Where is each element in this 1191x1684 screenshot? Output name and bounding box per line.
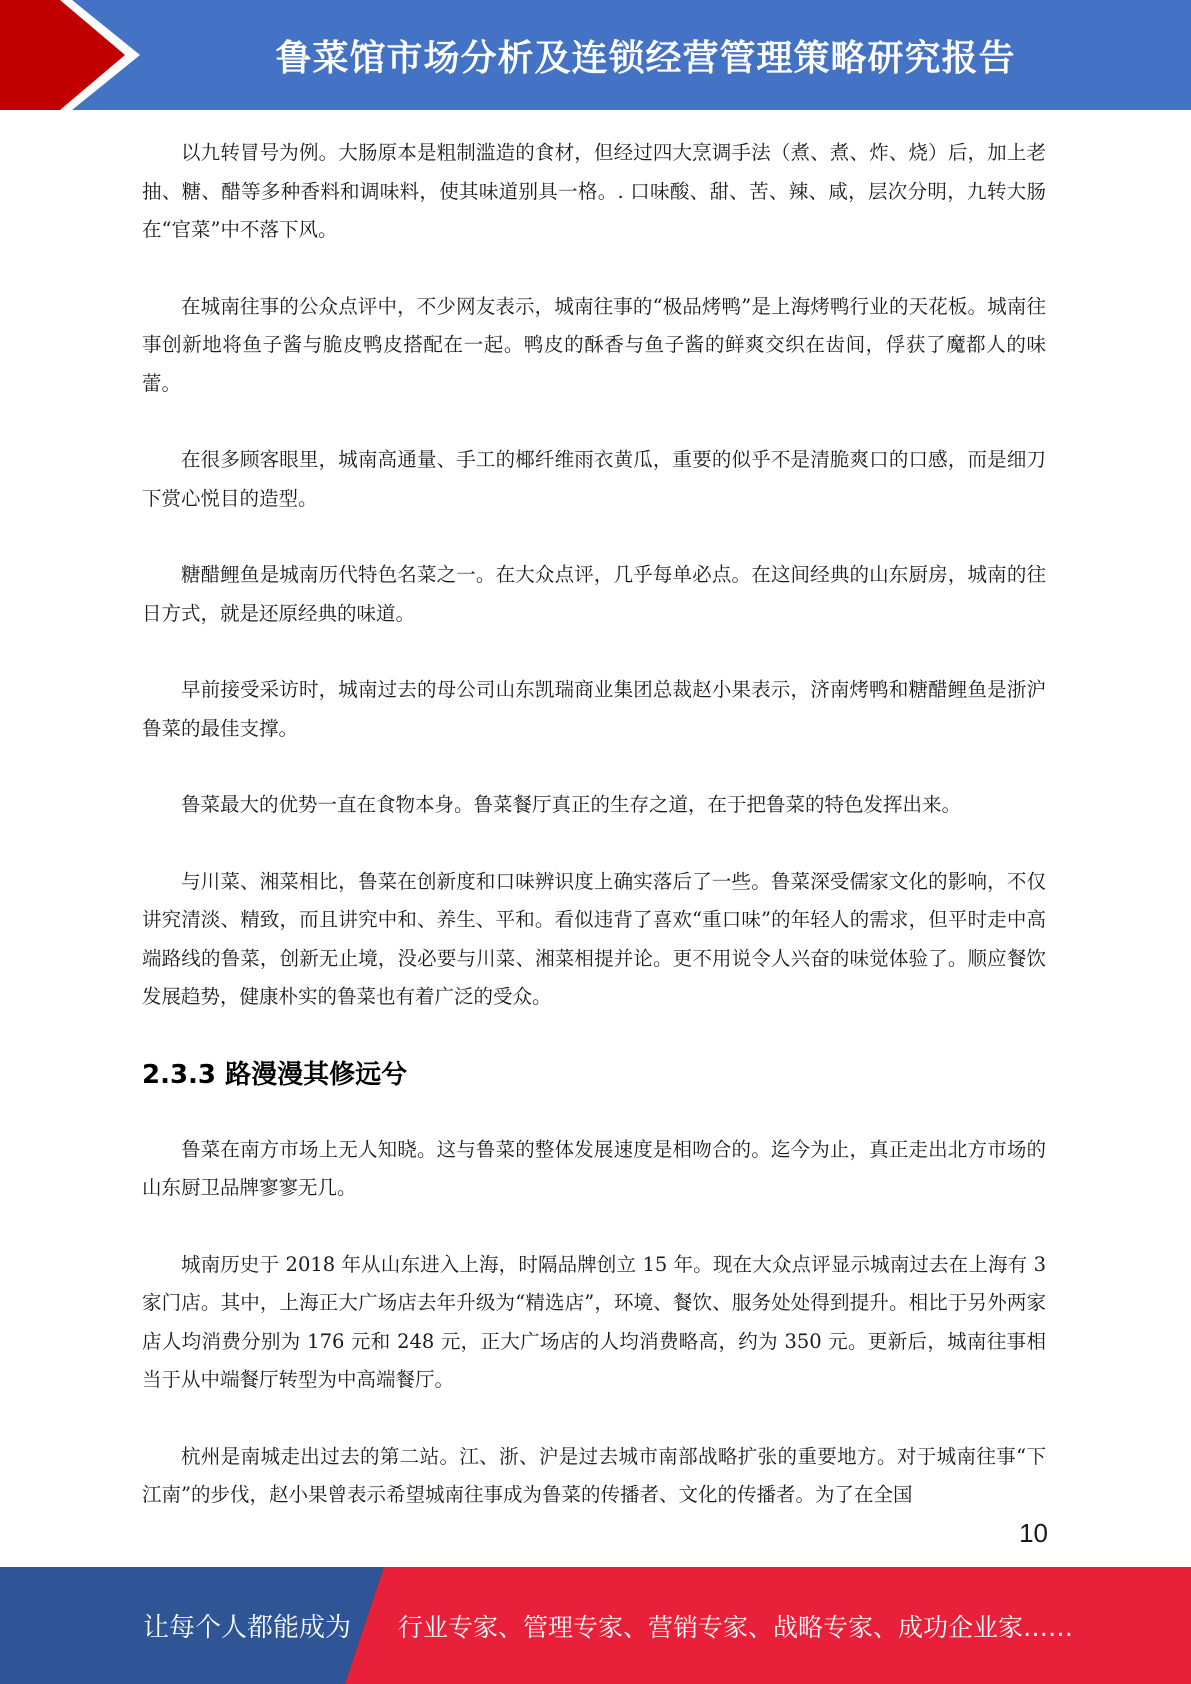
footer-slogan-right: 行业专家、管理专家、营销专家、战略专家、成功企业家……	[398, 1612, 1074, 1642]
paragraph: 鲁菜在南方市场上无人知晓。这与鲁菜的整体发展速度是相吻合的。迄今为止，真正走出北方市场的山东厨卫品牌寥寥无几。	[142, 1137, 1046, 1199]
paragraph: 鲁菜最大的优势一直在食物本身。鲁菜餐厅真正的生存之道，在于把鲁菜的特色发挥出来。	[181, 793, 962, 816]
page-number: 10	[1019, 1518, 1048, 1548]
section-heading: 2.3.3 路漫漫其修远兮	[142, 1059, 408, 1090]
header-title: 鲁菜馆市场分析及连锁经营管理策略研究报告	[275, 37, 1016, 79]
page-header	[0, 0, 1191, 110]
paragraph: 在很多顾客眼里，城南高通量、手工的椰纤维雨衣黄瓜，重要的似乎不是清脆爽口的口感，而是细刀下赏心悦目的造型。	[142, 448, 1046, 510]
paragraph: 在城南往事的公众点评中，不少网友表示，城南往事的“极品烤鸭”是上海烤鸭行业的天花板。城南往事创新地将鱼子酱与脆皮鸭皮搭配在一起。鸭皮的酥香与鱼子酱的鲜爽交织在齿间，俘获了魔都人的味蕾。	[142, 294, 1046, 395]
footer-slogan-left: 让每个人都能成为	[143, 1613, 352, 1643]
paragraph: 以九转冒号为例。大肠原本是粗制滥造的食材，但经过四大烹调手法（煮、煮、炸、烧）后，加上老抽、糖、醋等多种香料和调味料，使其味道别具一格。. 口味酸、甜、苦、辣、咸，层次分明，九转大肠在“官菜”中不落下风。	[142, 141, 1046, 241]
paragraph: 与川菜、湘菜相比，鲁菜在创新度和口味辨识度上确实落后了一些。鲁菜深受儒家文化的影响，不仅讲究清淡、精致，而且讲究中和、养生、平和。看似违背了喜欢“重口味”的年轻人的需求，但平时走中高端路线的鲁菜，创新无止境，没必要与川菜、湘菜相提并论。更不用说令人兴奋的味觉体验了。顺应餐饮发展趋势，健康朴实的鲁菜也有着广泛的受众。	[142, 869, 1046, 1008]
paragraph: 杭州是南城走出过去的第二站。江、浙、沪是过去城市南部战略扩张的重要地方。对于城南往事“下江南”的步伐，赵小果曾表示希望城南往事成为鲁菜的传播者、文化的传播者。为了在全国	[142, 1444, 1046, 1506]
document-body	[142, 134, 1046, 1553]
paragraph: 城南历史于 2018 年从山东进入上海，时隔品牌创立 15 年。现在大众点评显示城南过去在上海有 3 家门店。其中，上海正大广场店去年升级为“精选店”，环境、餐饮、服务处处得到提升。相比于另外两家店人均消费分别为 176 元和 248 元，正大广场店的人均消费略高，约为 350 元。更新后，城南往事相当于从中端餐厅转型为中高端餐厅。	[142, 1252, 1046, 1391]
page-footer	[0, 1567, 1191, 1684]
paragraph: 糖醋鲤鱼是城南历代特色名菜之一。在大众点评，几乎每单必点。在这间经典的山东厨房，城南的往日方式，就是还原经典的味道。	[142, 563, 1046, 625]
paragraph: 早前接受采访时，城南过去的母公司山东凯瑞商业集团总裁赵小果表示，济南烤鸭和糖醋鲤鱼是浙沪鲁菜的最佳支撑。	[142, 678, 1046, 740]
